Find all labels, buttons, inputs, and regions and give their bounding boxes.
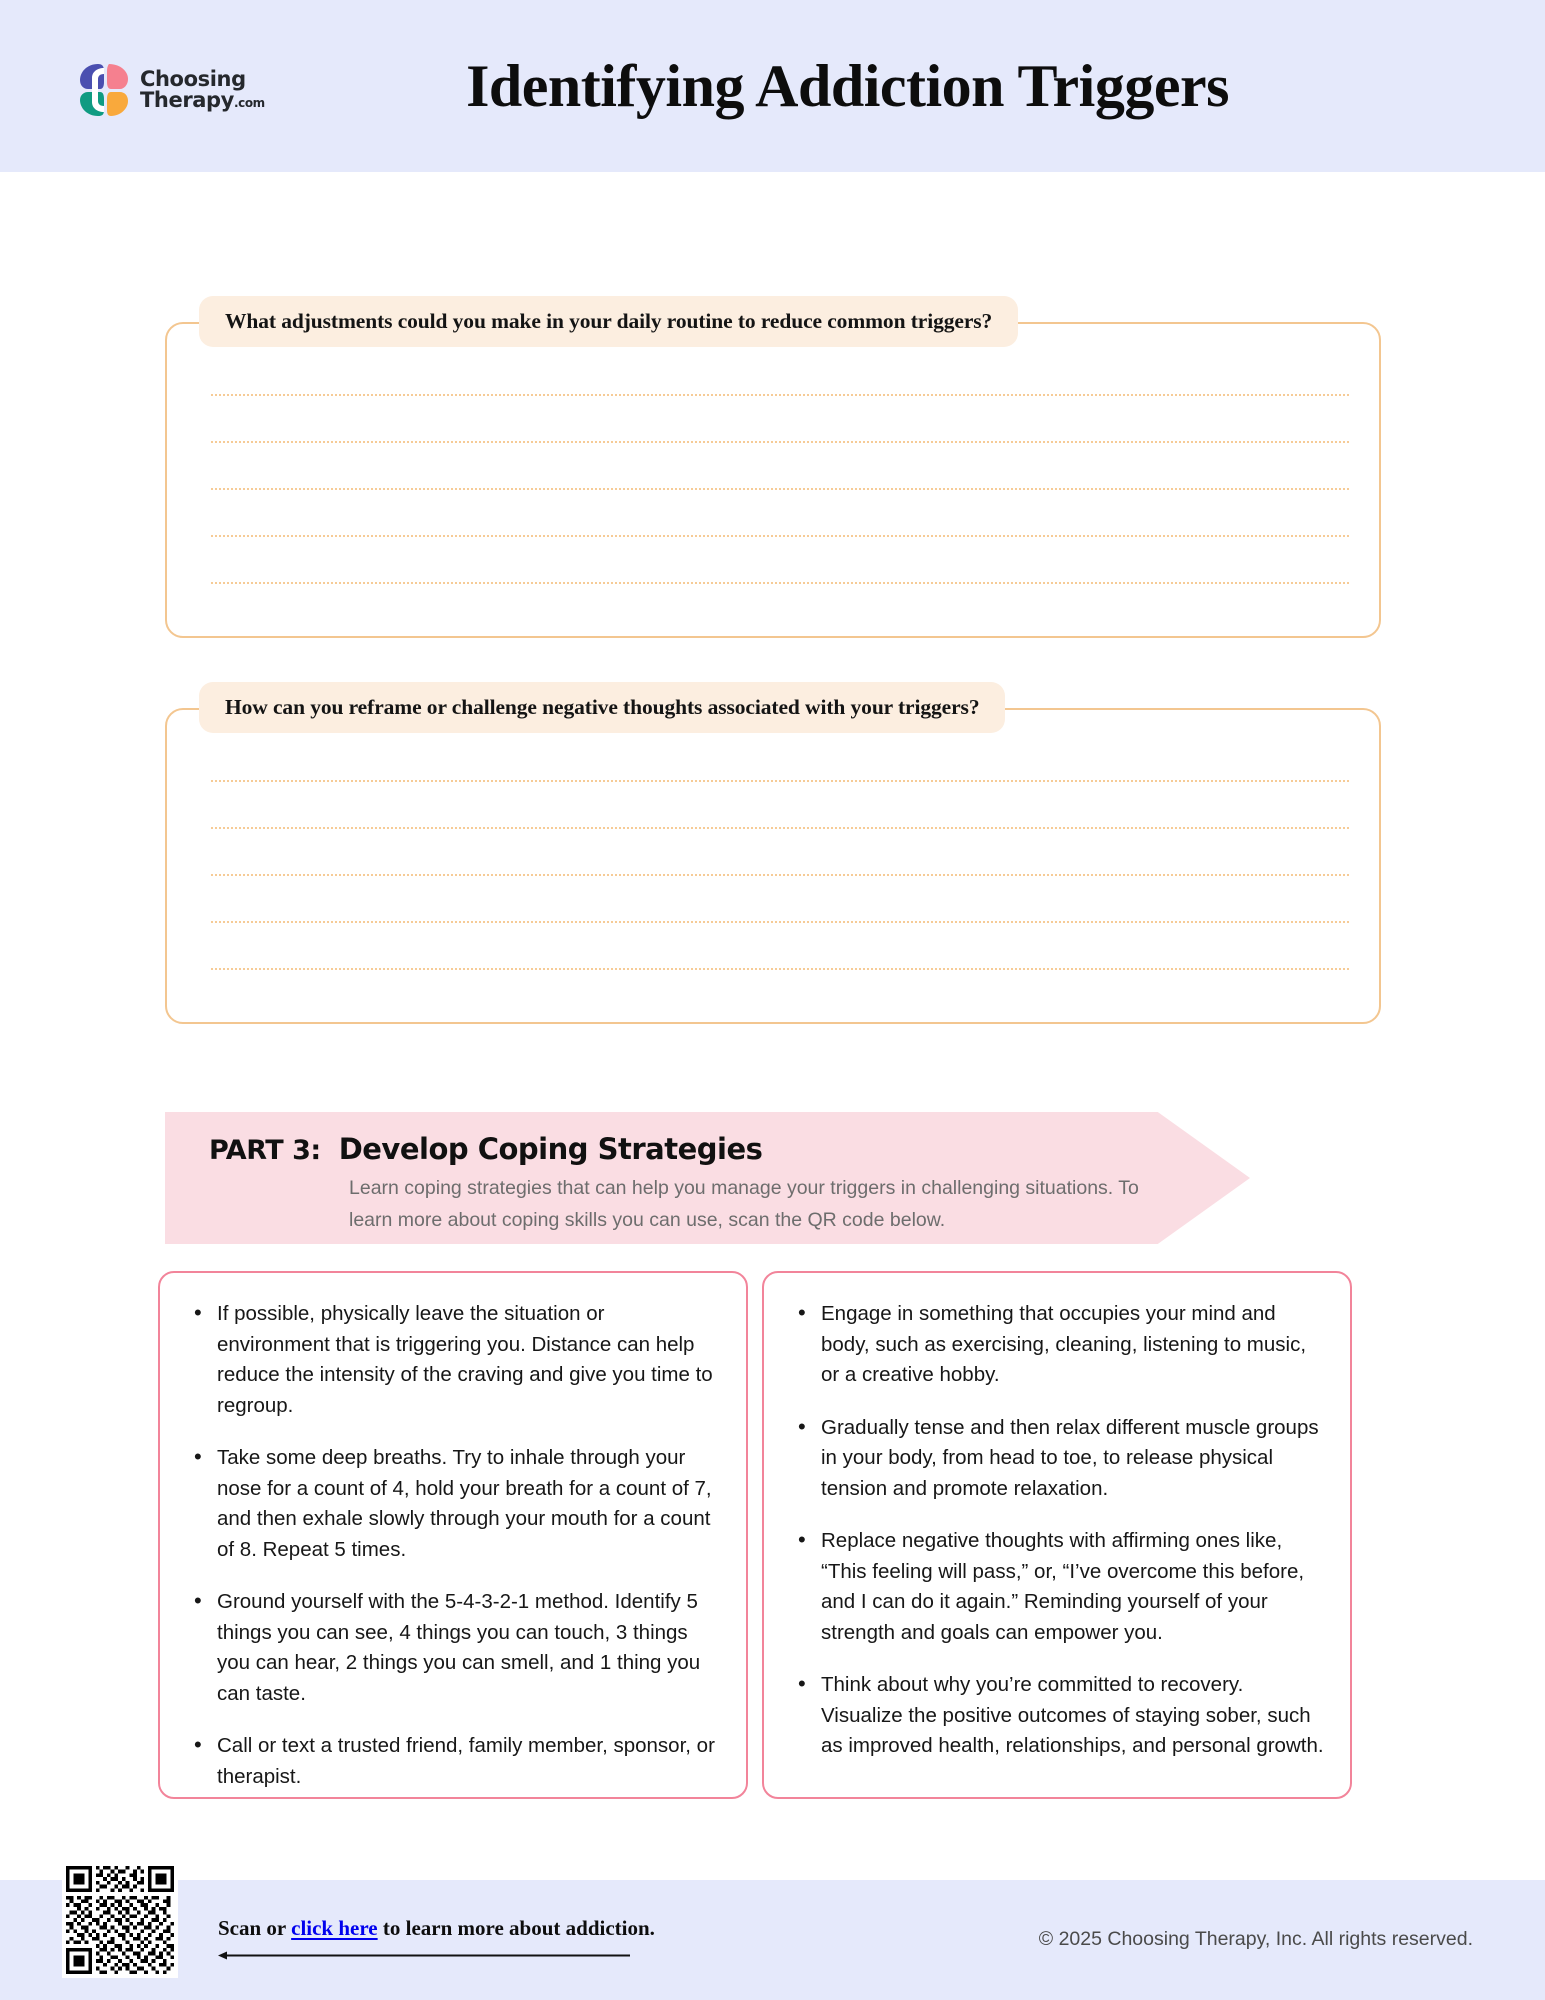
question-block-2 (165, 695, 1381, 1024)
qr-code-icon[interactable] (62, 1862, 178, 1978)
footer-scan-text (218, 1916, 738, 1941)
list-item: • Engage in something that occupies your mind and body, such as exercising, cleaning, listening to music, or a creative hobby. (792, 1299, 1324, 1391)
writing-line (211, 535, 1349, 537)
logo-line-2: Therapy.com (140, 88, 265, 112)
coping-strategies-right-list (792, 1299, 1324, 1762)
question-label-2: How can you reframe or challenge negative thoughts associated with your triggers? (199, 682, 1005, 733)
copyright-text: © 2025 Choosing Therapy, Inc. All rights reserved. (1038, 1928, 1473, 1950)
writing-line (211, 441, 1349, 443)
writing-line (211, 582, 1349, 584)
footer-scan-prefix: Scan or (218, 1916, 292, 1940)
left-arrow-icon (218, 1950, 630, 1961)
answer-box-2[interactable] (165, 695, 1381, 1024)
list-item: • Ground yourself with the 5-4-3-2-1 method. Identify 5 things you can see, 4 things you can touch, 3 things you can hear, 2 things you can smell, and 1 thing you can taste. (188, 1587, 720, 1709)
part-number: PART 3: (209, 1135, 321, 1166)
footer-scan-suffix: to learn more about addiction. (377, 1916, 655, 1940)
list-item: • Take some deep breaths. Try to inhale through your nose for a count of 4, hold your breath for a count of 7, and then exhale slowly through your mouth for a count of 8. Repeat 5 times. (188, 1443, 720, 1565)
list-item: • Call or text a trusted friend, family member, sponsor, or therapist. (188, 1731, 720, 1792)
answer-box-1[interactable] (165, 309, 1381, 638)
part-banner-content (165, 1112, 1250, 1236)
part-heading-row (209, 1132, 1250, 1166)
logo-dotcom: .com (233, 96, 265, 110)
writing-line (211, 968, 1349, 970)
coping-strategies-left-box (158, 1271, 748, 1799)
page-title: Identifying Addiction Triggers (466, 53, 1229, 119)
list-item: • Replace negative thoughts with affirming ones like, “This feeling will pass,” or, “I’ve overcome this before, and I can do it again.” Reminding yourself of your strength and goals can empower you. (792, 1526, 1324, 1648)
question-block-1 (165, 309, 1381, 638)
footer-scan-block (218, 1916, 738, 1961)
writing-line (211, 394, 1349, 396)
writing-line (211, 780, 1349, 782)
coping-strategies-right-box (762, 1271, 1352, 1799)
writing-line (211, 488, 1349, 490)
list-item: • Think about why you’re committed to recovery. Visualize the positive outcomes of staying sober, such as improved health, relationships, and personal growth. (792, 1670, 1324, 1762)
coping-strategies-left-list (188, 1299, 720, 1792)
learn-more-link[interactable]: click here (291, 1916, 378, 1940)
list-item: • If possible, physically leave the situation or environment that is triggering you. Distance can help reduce the intensity of the craving and give you time to regroup. (188, 1299, 720, 1421)
part-banner (165, 1112, 1250, 1244)
writing-lines-1[interactable] (167, 394, 1379, 584)
part-description: Learn coping strategies that can help you manage your triggers in challenging situations. To learn more about coping skills you can use, scan the QR code below. (349, 1177, 1139, 1231)
writing-line (211, 827, 1349, 829)
part-name: Develop Coping Strategies (338, 1132, 763, 1166)
writing-line (211, 874, 1349, 876)
question-label-1: What adjustments could you make in your daily routine to reduce common triggers? (199, 296, 1018, 347)
list-item: • Gradually tense and then relax different muscle groups in your body, from head to toe, to release physical tension and promote relaxation. (792, 1413, 1324, 1505)
logo-line-1: Choosing (140, 67, 246, 91)
writing-lines-2[interactable] (167, 780, 1379, 970)
writing-line (211, 921, 1349, 923)
